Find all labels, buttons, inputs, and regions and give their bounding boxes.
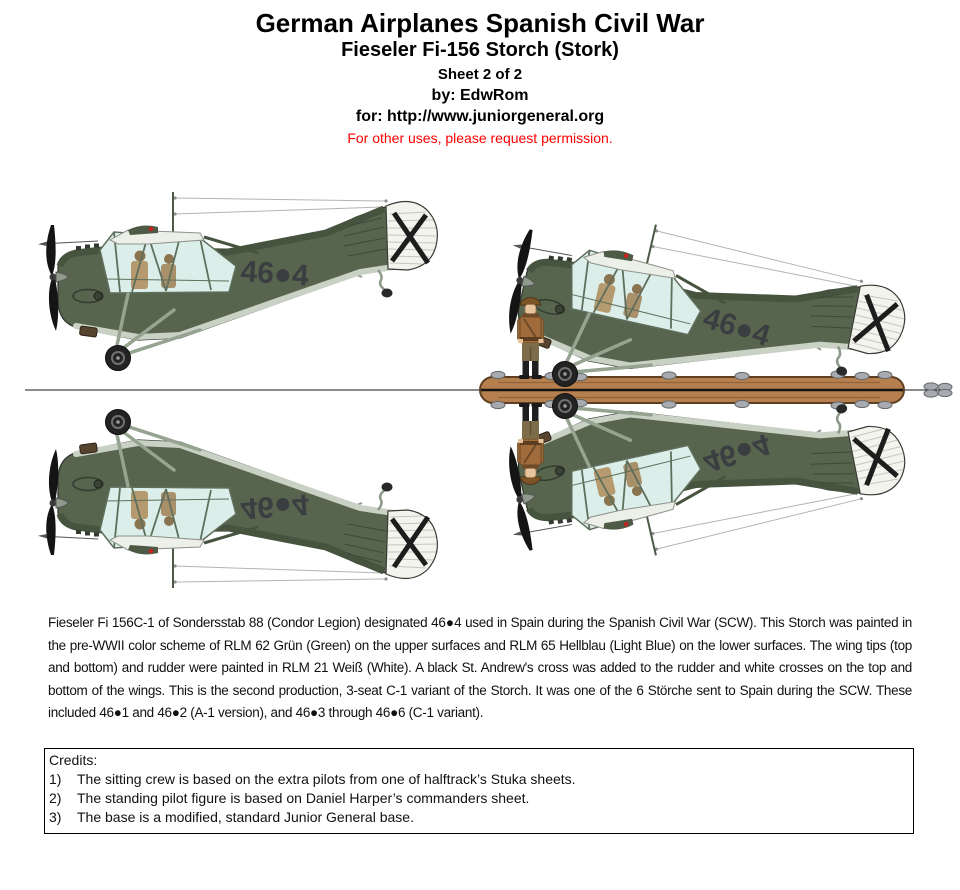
credit-text: The sitting crew is based on the extra pilots from one of halftrack’s Stuka sheets. [77, 771, 576, 787]
aircraft-subtitle: Fieseler Fi-156 Storch (Stork) [341, 39, 619, 61]
website-line: for: http://www.juniorgeneral.org [355, 108, 605, 125]
credits-box [44, 748, 914, 834]
description-paragraph: Fieseler Fi 156C-1 of Sondersstab 88 (Condor Legion) designated 46●4 used in Spain during the Spanish Civil War (SCW). This Storch was painted in the pre-WWII color scheme of RLM 62 Grün (Green) on the upper surfaces and RLM 65 Hellblau (Light Blue) on the lower surfaces. The wing tips (top and bottom) and rudder were painted in RLM 21 Weiß (White). A black St. Andrew's cross was added to the rudder and white crosses on the top and bottom of the wings. This is the second production, 3-seat C-1 variant of the Storch. It was one of the 6 Störche sent to Spain during the SCW. These included 46●1 and 46●2 (A-1 version), and 46●3 through 46●6 (C-1 variant). [48, 615, 912, 720]
credit-text: The standing pilot figure is based on Daniel Harper’s commanders sheet. [77, 790, 530, 806]
credit-number: 3) [49, 809, 62, 825]
credit-item [49, 770, 907, 789]
credit-item [49, 789, 907, 808]
wooden-base [480, 377, 904, 403]
airplane-side-view-bottom-left-mirrored [38, 410, 437, 589]
credits-heading: Credits: [49, 752, 98, 768]
author-byline: by: EdwRom [431, 87, 529, 104]
credit-text: The base is a modified, standard Junior General base. [77, 809, 414, 825]
airplane-side-view-top-left [38, 192, 437, 371]
permission-notice: For other uses, please request permission. [347, 130, 613, 146]
credit-number: 2) [49, 790, 62, 806]
sheet-number: Sheet 2 of 2 [437, 66, 523, 83]
aircraft-illustration: 46●4 [0, 0, 960, 890]
airplane-standing-bottom-right-mirrored [484, 322, 913, 586]
airplane-standing-top-right [484, 194, 913, 458]
credit-number: 1) [49, 771, 62, 787]
credit-item [49, 808, 907, 827]
page-title: German Airplanes Spanish Civil War [255, 8, 705, 38]
